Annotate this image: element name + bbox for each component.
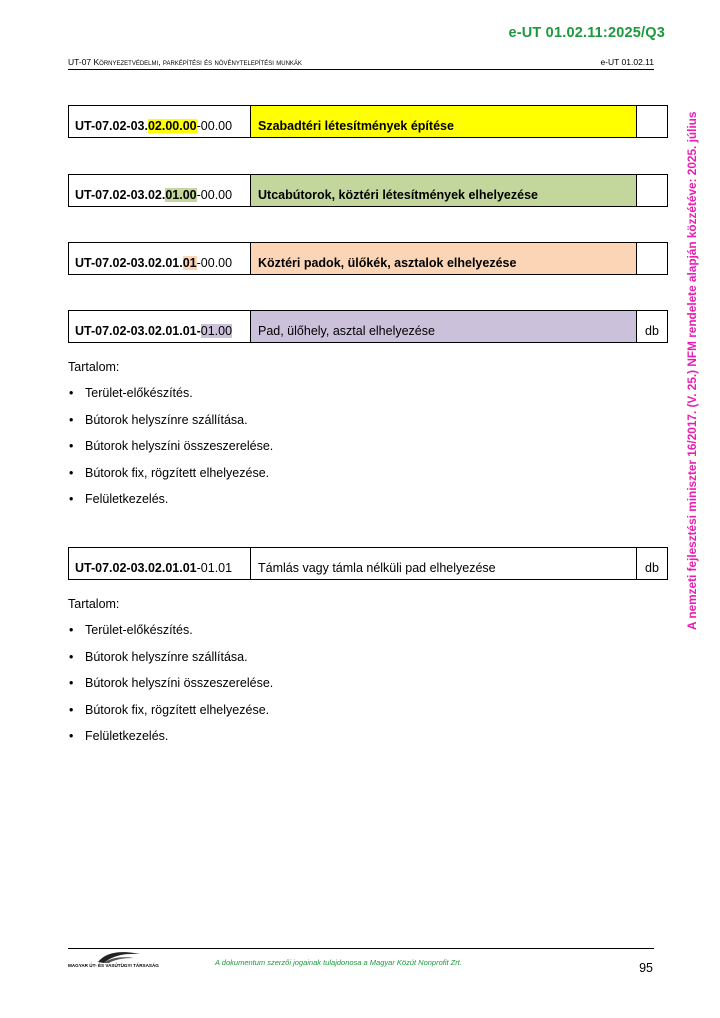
list-item: • Bútorok helyszínre szállítása. bbox=[68, 413, 273, 428]
list-item: • Felületkezelés. bbox=[68, 492, 273, 507]
code-cell: UT-07.02-03.02.01.01-01.00 bbox=[69, 311, 251, 343]
code-unit bbox=[637, 175, 668, 207]
list-item: • Bútorok fix, rögzített elhelyezése. bbox=[68, 466, 273, 481]
code-table bbox=[68, 105, 668, 138]
code-table bbox=[68, 174, 668, 207]
publication-side-note: A nemzeti fejlesztési miniszter 16/2017. (V. 25.) NFM rendelete alapján közzétéve: 2025. július bbox=[685, 111, 699, 630]
header-title bbox=[68, 57, 302, 67]
code-highlight: 01.00 bbox=[165, 188, 197, 202]
header-doc-ref: e-UT 01.02.11 bbox=[600, 57, 654, 67]
list-item: • Bútorok helyszínre szállítása. bbox=[68, 650, 273, 665]
code-name: Utcabútorok, köztéri létesítmények elhelyezése bbox=[251, 175, 637, 207]
code-name: Pad, ülőhely, asztal elhelyezése bbox=[251, 311, 637, 343]
code-unit bbox=[637, 106, 668, 138]
list-item: • Bútorok helyszíni összeszerelése. bbox=[68, 439, 273, 454]
list-item: • Bútorok helyszíni összeszerelése. bbox=[68, 676, 273, 691]
code-highlight: 01 bbox=[182, 256, 197, 270]
footer-logo bbox=[68, 950, 158, 972]
list-item: • Terület-előkészítés. bbox=[68, 386, 273, 401]
code-name: Köztéri padok, ülőkék, asztalok elhelyezése bbox=[251, 243, 637, 275]
content-block bbox=[68, 360, 273, 519]
code-cell: UT-07.02-03.02.00.00-00.00 bbox=[69, 106, 251, 138]
content-label: Tartalom: bbox=[68, 597, 120, 611]
code-table bbox=[68, 310, 668, 343]
content-list bbox=[68, 386, 273, 507]
list-item: • Bútorok fix, rögzített elhelyezése. bbox=[68, 703, 273, 718]
footer-logo-text: MAGYAR ÚT- ÉS VASÚTÜGYI TÁRSASÁG bbox=[68, 963, 159, 968]
code-row bbox=[69, 175, 668, 207]
code-row bbox=[69, 243, 668, 275]
road-logo-icon bbox=[96, 950, 142, 964]
code-cell: UT-07.02-03.02.01.01-01.01 bbox=[69, 548, 251, 580]
code-unit: db bbox=[637, 311, 668, 343]
document-id: e-UT 01.02.11:2025/Q3 bbox=[508, 25, 665, 41]
code-cell: UT-07.02-03.02.01.01-00.00 bbox=[69, 243, 251, 275]
footer-copyright: A dokumentum szerzői jogainak tulajdonosa a Magyar Közút Nonprofit Zrt. bbox=[215, 958, 462, 967]
code-unit bbox=[637, 243, 668, 275]
code-table bbox=[68, 547, 668, 580]
code-highlight: 02.00.00 bbox=[147, 119, 197, 133]
list-item: • Terület-előkészítés. bbox=[68, 623, 273, 638]
header-title-text: UT-07 Környezetvédelmi, parképítési és növénytelepítési munkák bbox=[68, 57, 302, 67]
code-row bbox=[69, 311, 668, 343]
code-highlight: 01.00 bbox=[200, 324, 233, 338]
header-rule bbox=[68, 69, 654, 70]
content-block bbox=[68, 597, 273, 756]
code-table bbox=[68, 242, 668, 275]
content-label: Tartalom: bbox=[68, 360, 120, 374]
footer-rule bbox=[68, 948, 654, 949]
code-row bbox=[69, 106, 668, 138]
list-item: • Felületkezelés. bbox=[68, 729, 273, 744]
code-unit: db bbox=[637, 548, 668, 580]
code-name: Szabadtéri létesítmények építése bbox=[251, 106, 637, 138]
content-list bbox=[68, 623, 273, 744]
page-number: 95 bbox=[639, 961, 653, 975]
code-name: Támlás vagy támla nélküli pad elhelyezése bbox=[251, 548, 637, 580]
code-cell: UT-07.02-03.02.01.00-00.00 bbox=[69, 175, 251, 207]
code-row bbox=[69, 548, 668, 580]
